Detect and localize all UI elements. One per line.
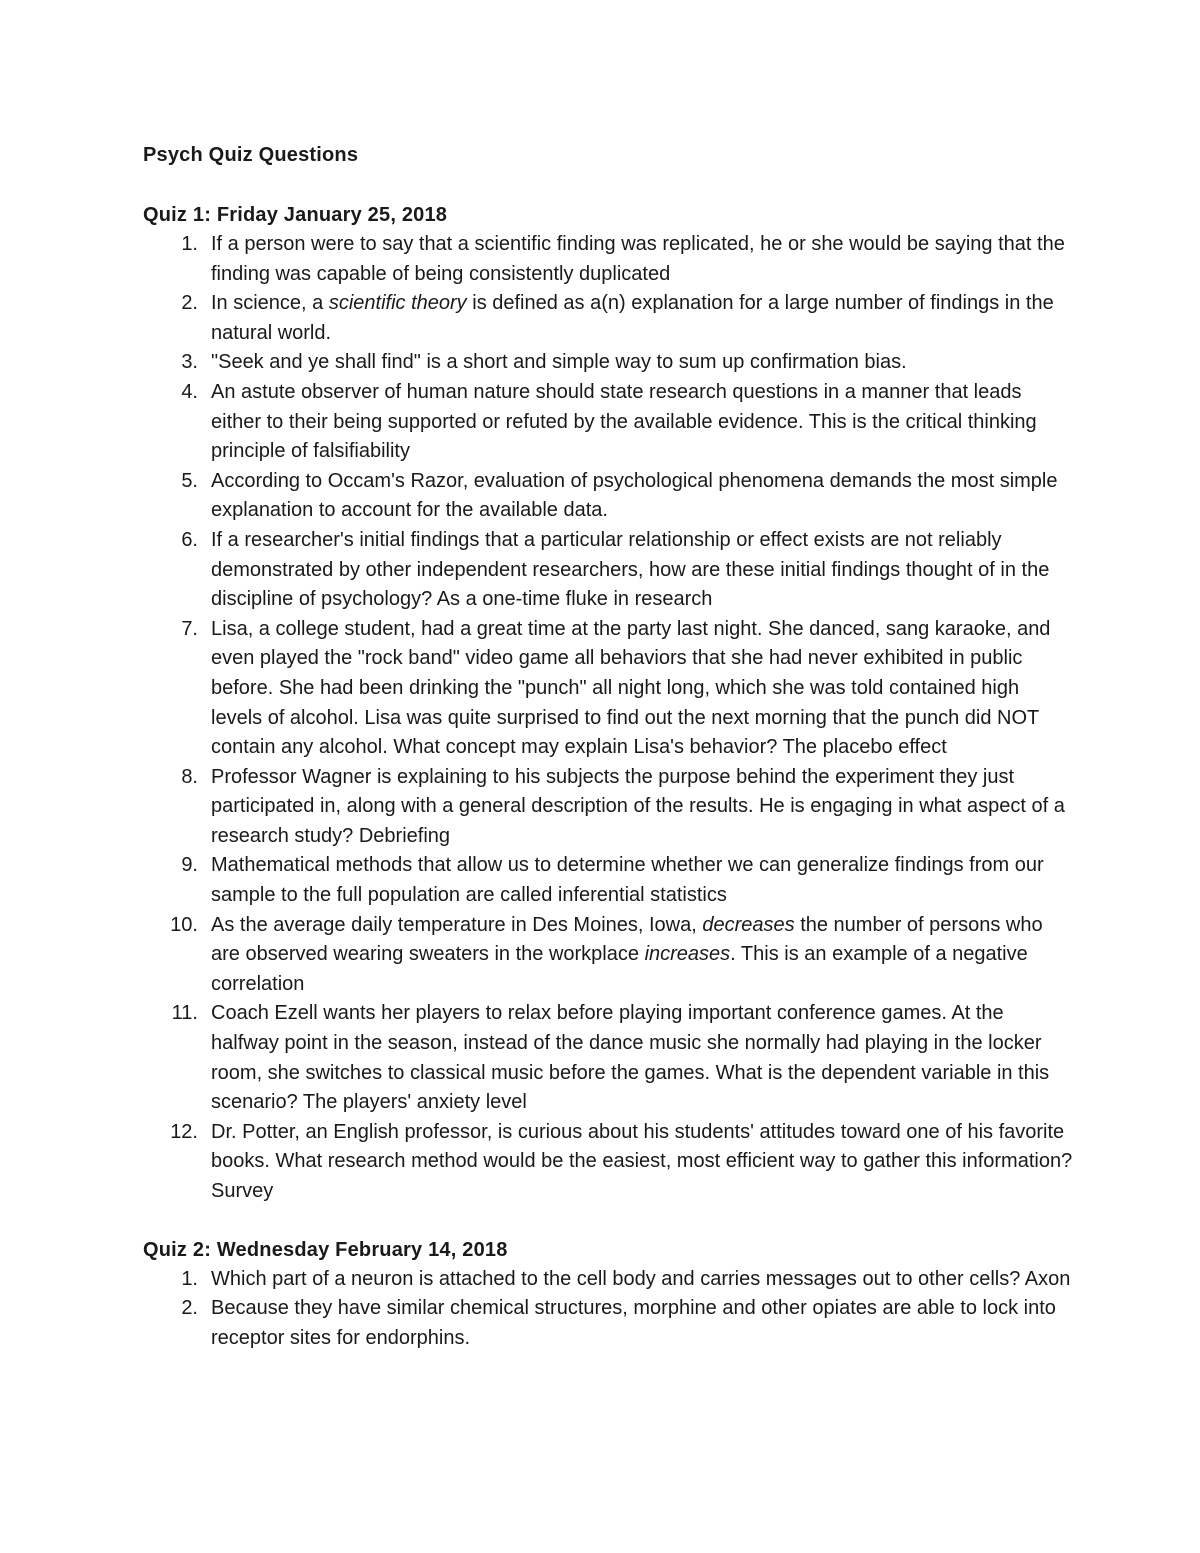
question-text: Because they have similar chemical structures, morphine and other opiates are able to lock into receptor sites for endorphins. <box>211 1297 1056 1349</box>
question-number: 1. <box>181 1267 198 1290</box>
question-number: 1. <box>181 233 198 255</box>
list-item <box>143 615 1073 763</box>
list-item <box>143 911 1073 1000</box>
question-text-part: the number of persons who are observed wearing sweaters in the workplace <box>211 913 1043 966</box>
list-item <box>143 1265 1073 1295</box>
question-number: 9. <box>181 854 198 877</box>
quiz-1-question-list <box>143 230 1073 1207</box>
list-item <box>143 526 1073 615</box>
question-text: Mathematical methods that allow us to determine whether we can generalize findings from our sample to the full population are called inferential statistics <box>211 854 1044 907</box>
question-number: 7. <box>181 617 198 640</box>
question-number: 3. <box>181 351 198 374</box>
question-text: Lisa, a college student, had a great time at the party last night. She danced, sang karaoke, and even played the "rock band" video game all behaviors that she had never exhibited in public before. She had been drinking the "punch" all night long, which she was told contained high levels of alcohol. Lisa was quite surprised to find out the next morning that the punch did NOT contain any alcohol. What concept may explain Lisa's behavior? The placebo effect <box>211 617 1051 759</box>
question-text: An astute observer of human nature should state research questions in a manner that leads either to their being supported or refuted by the available evidence. This is the critical thinking principle of falsifiability <box>211 380 1037 463</box>
question-text-part: . This is an example of a negative correlation <box>211 943 1028 995</box>
question-text: Which part of a neuron is attached to the cell body and carries messages out to other cells? Axon <box>211 1267 1071 1290</box>
question-number: 11. <box>171 1002 198 1025</box>
list-item <box>143 467 1073 526</box>
quiz-2-question-list <box>143 1265 1073 1354</box>
question-number: 6. <box>181 528 198 551</box>
question-text: Dr. Potter, an English professor, is curious about his students' attitudes toward one of his favorite books. What research method would be the easiest, most efficient way to gather this information? Survey <box>211 1120 1073 1202</box>
question-text: Coach Ezell wants her players to relax before playing important conference games. At the halfway point in the season, instead of the dance music she normally had playing in the locker room, she switches to classical music before the games. What is the dependent variable in this scenario? The players' anxiety level <box>211 1002 1050 1114</box>
question-number: 8. <box>181 765 198 788</box>
spacer <box>143 170 1073 200</box>
question-text-part: As the average daily temperature in Des Moines, Iowa, <box>211 913 703 936</box>
quiz-1-heading: Quiz 1: Friday January 25, 2018 <box>143 204 448 226</box>
question-text: "Seek and ye shall find" is a short and simple way to sum up confirmation bias. <box>211 351 907 374</box>
list-item <box>143 851 1073 910</box>
list-item <box>143 763 1073 852</box>
question-text: According to Occam's Razor, evaluation of psychological phenomena demands the most simple explanation to account for the available data. <box>211 469 1058 522</box>
question-text-part: is defined as a(n) explanation for a large number of findings in the natural world. <box>211 292 1054 344</box>
question-number: 10. <box>170 913 198 936</box>
question-number: 5. <box>181 469 198 492</box>
list-item <box>143 1118 1073 1207</box>
quiz-2-section <box>143 1235 1073 1354</box>
question-text: Professor Wagner is explaining to his subjects the purpose behind the experiment they just participated in, along with a general description of the results. He is engaging in what aspect of a research study? Debriefing <box>211 765 1065 847</box>
document-title: Psych Quiz Questions <box>143 144 359 166</box>
question-text-emphasis: scientific theory <box>328 292 467 315</box>
list-item <box>143 999 1073 1117</box>
quiz-1-section <box>143 200 1073 1207</box>
list-item <box>143 230 1073 289</box>
list-item <box>143 348 1073 378</box>
question-number: 12. <box>170 1120 198 1143</box>
question-text-emphasis: increases <box>644 943 731 966</box>
question-text-emphasis: decreases <box>702 913 795 936</box>
question-number: 4. <box>181 380 198 403</box>
question-text: If a person were to say that a scientific finding was replicated, he or she would be saying that the finding was capable of being consistently duplicated <box>211 233 1065 285</box>
question-number: 2. <box>181 1297 198 1320</box>
list-item <box>143 289 1073 348</box>
list-item <box>143 378 1073 467</box>
spacer <box>143 1207 1073 1235</box>
question-text: If a researcher's initial findings that a particular relationship or effect exists are not reliably demonstrated by other independent researchers, how are these initial findings thought of in the discipline of psychology? As a one-time fluke in research <box>211 528 1050 611</box>
list-item <box>143 1294 1073 1353</box>
quiz-2-heading: Quiz 2: Wednesday February 14, 2018 <box>143 1238 508 1261</box>
question-text-part: In science, a <box>211 292 329 315</box>
question-number: 2. <box>181 292 198 315</box>
document-page <box>143 140 1073 1353</box>
